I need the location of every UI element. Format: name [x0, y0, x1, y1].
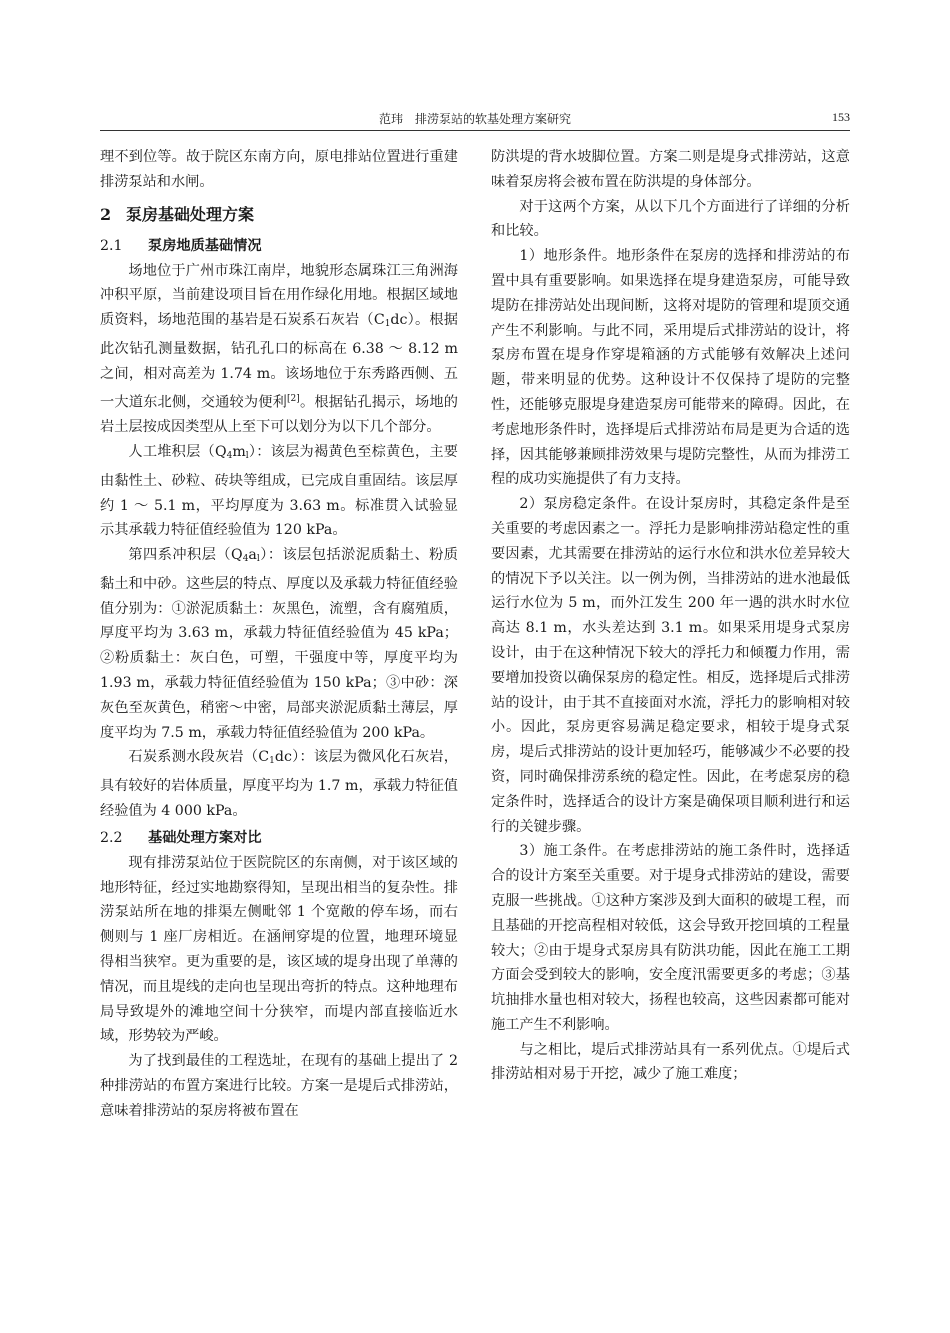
running-title: 范玮 排涝泵站的软基处理方案研究 [378, 112, 571, 126]
text-run: a [248, 547, 257, 564]
paragraph-advantages: 与之相比，堤后式排涝站具有一系列优点。①堤后式排涝站相对易于开挖，减少了施工难度； [491, 1041, 850, 1083]
subsection-title: 基础处理方案对比 [148, 829, 262, 846]
section-number: 2 [100, 204, 112, 224]
subsection-number: 2.2 [100, 829, 123, 846]
subscript: 4 [242, 554, 249, 565]
subscript: 1 [384, 319, 391, 330]
text-run: 石炭系测水段灰岩（C [128, 749, 270, 766]
paragraph-comparison-intro: 对于这两个方案，从以下几个方面进行了详细的分析和比较。 [491, 198, 850, 240]
section-heading-2 [100, 202, 458, 228]
paragraph-construction-condition: 3）施工条件。在考虑排涝站的施工条件时，选择适合的设计方案至关重要。对于堤身式排涝站的建设，需要克服一些挑战。①这种方案涉及到大面积的破堤工程，而且基础的开挖高程相对较低，这会导致开挖回填的工程量较大；②由于堤身式泵房具有防洪功能，因此在施工工期方面会受到较大的影响，安全度汛需要更多的考虑；③基坑抽排水量也相对较大，扬程也较高，这些因素都可能对施工产生不利影响。 [491, 843, 850, 1033]
text-run: ）：该层包括淤泥质黏土、粉质黏土和中砂。这些层的特点、厚度以及承载力特征值经验值分别为：①淤泥质黏土：灰黑色，流塑，含有腐殖质，厚度平均为 3.63 m，承载力特征值经验值为 45 kPa；②粉质黏土：灰白色，可塑，干强度中等，厚度平均为 1.93 m，承载力特征值经验值为 150 kPa；③中砂：深灰色至灰黄色，稍密～中密，局部夹淤泥质黏土薄层，厚度平均为 7.5 m，承载力特征值经验值为 200 kPa。 [100, 547, 458, 741]
section-title: 泵房基础处理方案 [126, 204, 255, 224]
subsection-title: 泵房地质基础情况 [148, 237, 262, 254]
text-run: 人工堆积层（Q [128, 443, 227, 460]
right-column [491, 145, 850, 1087]
paragraph-stability-condition: 2）泵房稳定条件。在设计泵房时，其稳定条件是至关重要的考虑因素之一。浮托力是影响排涝站稳定性的重要因素，尤其需要在排涝站的运行水位和洪水位差异较大的情况下予以关注。以一例为例，当排涝站的进水池最低运行水位为 5 m，而外江发生 200 年一遇的洪水时水位高达 8.1 m，水头差达到 3.1 m。如果采用堤身式泵房设计，由于在这种情况下较大的浮托力和倾覆力作用，需要增加投资以确保泵房的稳定性。相反，选择堤后式排涝站的设计，由于其不直接面对水流，浮托力的影响相对较小。因此，泵房更容易满足稳定要求，相较于堤身式泵房，堤后式排涝站的设计更加轻巧，能够减少不必要的投资，同时确保排涝系统的稳定性。因此，在考虑泵房的稳定条件时，选择适合的设计方案是确保项目顺利进行和运行的关键步骤。 [491, 496, 850, 835]
text-run: 场地位于广州市珠江南岸，地貌形态属珠江三角洲海冲积平原，当前建设项目旨在用作绿化用地。根据区域地质资料，场地范围的基岩是石炭系石灰岩（C [100, 262, 458, 329]
text-run: 第四系冲积层（Q [128, 547, 243, 564]
paragraph-continued: 理不到位等。故于院区东南方向，原电排站位置进行重建排涝泵站和水闸。 [100, 149, 458, 190]
subscript: l [245, 450, 249, 461]
text-run: 。根据钻孔揭示，场地的岩土层按成因类型从上至下可以划分为以下几个部分。 [100, 394, 458, 436]
paragraph-artificial-fill [100, 440, 458, 543]
text-run: ）：该层为褐黄色至棕黄色，主要由黏性土、砂粒、砖块等组成，已完成自重固结。该层厚约 1 ～ 5.1 m，平均厚度为 3.63 m。标准贯入试验显示其承载力特征值经验值为 120 kPa。 [100, 443, 458, 539]
paragraph-layout-options: 为了找到最佳的工程选址，在现有的基础上提出了 2 种排涝站的布置方案进行比较。方案一是堤后式排涝站，意味着排涝站的泵房将被布置在 [100, 1053, 458, 1119]
citation-ref[interactable]: [2] [287, 393, 300, 404]
header-rule [100, 130, 850, 131]
paragraph-site-location [100, 259, 458, 440]
paragraph-site-terrain: 现有排涝泵站位于医院院区的东南侧，对于该区域的地形特征，经过实地勘察得知，呈现出相当的复杂性。排涝泵站所在地的排渠左侧毗邻 1 个宽敞的停车场，而右侧则与 1 座厂房相近。在涵闸穿堤的位置，地理环境显得相当狭窄。更为重要的是，该区域的堤身出现了单薄的情况，而且堤线的走向也呈现出弯折的特点。这种地理布局导致堤外的滩地空间十分狭窄，而堤内部直接临近水域，形势较为严峻。 [100, 854, 458, 1045]
subscript: 4 [226, 450, 233, 461]
page-number: 153 [832, 110, 850, 124]
text-run: m [232, 443, 246, 460]
left-column [100, 145, 458, 1124]
running-header [100, 106, 850, 126]
paragraph-terrain-condition: 1）地形条件。地形条件在泵房的选择和排涝站的布置中具有重要影响。如果选择在堤身建造泵房，可能导致堤防在排涝站处出现间断，这将对堤防的管理和堤顶交通产生不利影响。与此不同，采用堤后式排涝站的设计，将泵房布置在堤身作穿堤箱涵的方式能够有效解决上述问题，带来明显的优势。这种设计不仅保持了堤防的完整性，还能够克服堤身建造泵房可能带来的障碍。因此，在考虑地形条件时，选择堤后式排涝站布局是更为合适的选择，因其能够兼顾排涝效果与堤防完整性，从而为排涝工程的成功实施提供了有力支持。 [491, 248, 850, 488]
subscript: l [256, 554, 260, 565]
subsection-number: 2.1 [100, 237, 123, 254]
paragraph-alluvial-layer [100, 543, 458, 745]
paragraph-limestone [100, 745, 458, 823]
subsection-heading-2-2 [100, 826, 458, 851]
subsection-heading-2-1 [100, 234, 458, 259]
paragraph-continued: 防洪堤的背水坡脚位置。方案二则是堤身式排涝站，这意味着泵房将会被布置在防洪堤的身体部分。 [491, 149, 850, 190]
text-run: dc）：该层为微风化石灰岩，具有较好的岩体质量，厚度平均为 1.7 m，承载力特征值经验值为 4 000 kPa。 [100, 749, 458, 820]
text-run: dc）。根据此次钻孔测量数据，钻孔孔口的标高在 6.38 ～ 8.12 m 之间，相对高差为 1.74 m。该场地位于东秀路西侧、五一大道东北侧，交通较为便利 [100, 312, 458, 411]
subscript: 1 [269, 756, 275, 767]
